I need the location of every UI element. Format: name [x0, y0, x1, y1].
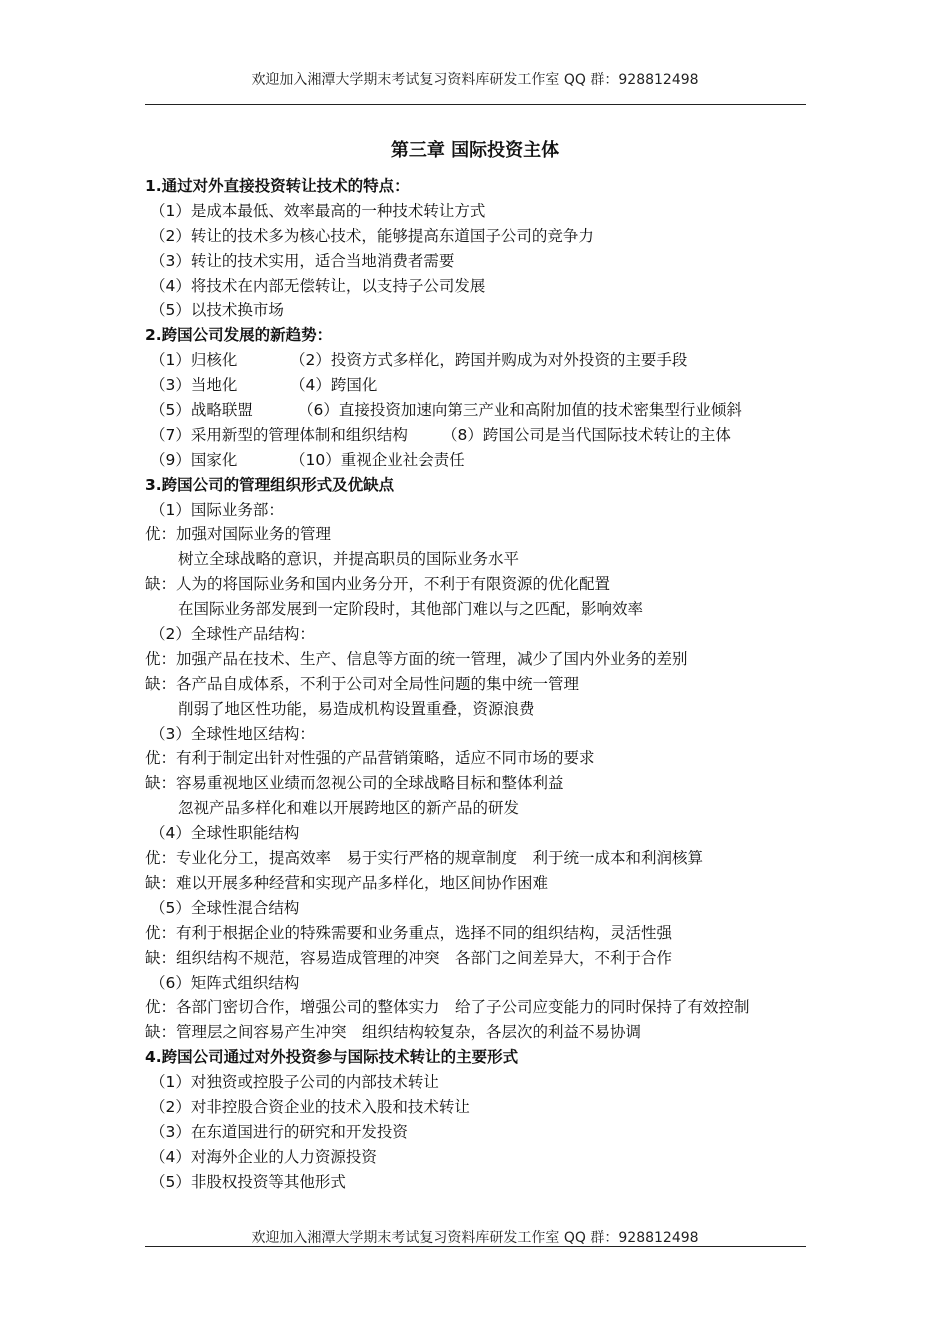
advantage-line: 优：加强对国际业务的管理: [145, 525, 332, 544]
document-body: [145, 174, 815, 1195]
continuation-line: 树立全球战略的意识，并提高职员的国际业务水平: [178, 550, 520, 569]
list-item: （2）对非控股合资企业的技术入股和技术转让: [150, 1097, 470, 1116]
list-row: [145, 448, 815, 473]
list-row: [145, 398, 815, 423]
footer-rule: [145, 1246, 806, 1247]
disadvantage-line: 缺：人为的将国际业务和国内业务分开，不利于有限资源的优化配置: [145, 575, 611, 594]
continuation-line: 忽视产品多样化和难以开展跨地区的新产品的研发: [178, 799, 520, 818]
list-item: （2）投资方式多样化，跨国并购成为对外投资的主要手段: [290, 351, 688, 370]
list-item: （7）采用新型的管理体制和组织结构: [150, 425, 408, 444]
list-item: （1）归核化: [150, 351, 238, 370]
list-item: （4）跨国化: [290, 376, 378, 395]
section-1-heading: 1.通过对外直接投资转让技术的特点：: [145, 177, 410, 195]
section-2-heading: 2.跨国公司发展的新趋势：: [145, 326, 333, 345]
subheading: （3）全球性地区结构：: [150, 724, 315, 743]
disadvantage-line: 缺：难以开展多种经营和实现产品多样化，地区间协作困难: [145, 873, 549, 892]
continuation-line: 在国际业务部发展到一定阶段时，其他部门难以与之匹配，影响效率: [178, 600, 644, 619]
list-item: （9）国家化: [150, 450, 238, 469]
list-item: （5）以技术换市场: [150, 301, 284, 320]
list-item: （1）对独资或控股子公司的内部技术转让: [150, 1073, 439, 1092]
list-item: （3）当地化: [150, 376, 238, 395]
page-header: 欢迎加入湘潭大学期末考试复习资料库研发工作室 QQ 群：928812498: [251, 72, 699, 88]
advantage-line: 优：专业化分工，提高效率 易于实行严格的规章制度 利于统一成本和利润核算: [145, 849, 704, 868]
list-item: （5）非股权投资等其他形式: [150, 1172, 346, 1191]
disadvantage-line: 缺：组织结构不规范，容易造成管理的冲突 各部门之间差异大，不利于合作: [145, 948, 673, 967]
subheading: （4）全球性职能结构: [150, 824, 300, 843]
list-item: （4）将技术在内部无偿转让，以支持子公司发展: [150, 276, 486, 295]
disadvantage-line: 缺：管理层之间容易产生冲突 组织结构较复杂，各层次的利益不易协调: [145, 1023, 642, 1042]
subheading: （6）矩阵式组织结构: [150, 973, 300, 992]
chapter-title: 第三章 国际投资主体: [390, 140, 560, 161]
list-item: （5）战略联盟: [150, 401, 253, 420]
advantage-line: 优：加强产品在技术、生产、信息等方面的统一管理，减少了国内外业务的差别: [145, 649, 688, 668]
list-item: （3）在东道国进行的研究和开发投资: [150, 1122, 408, 1141]
disadvantage-line: 缺：各产品自成体系，不利于公司对全局性问题的集中统一管理: [145, 674, 580, 693]
continuation-line: 削弱了地区性功能，易造成机构设置重叠，资源浪费: [178, 699, 535, 718]
advantage-line: 优：有利于根据企业的特殊需要和业务重点，选择不同的组织结构，灵活性强: [145, 923, 673, 942]
list-item: （3）转让的技术实用，适合当地消费者需要: [150, 251, 455, 270]
list-item: （2）转让的技术多为核心技术，能够提高东道国子公司的竞争力: [150, 226, 594, 245]
list-item: （4）对海外企业的人力资源投资: [150, 1147, 377, 1166]
list-item: （6）直接投资加速向第三产业和高附加值的技术密集型行业倾斜: [298, 401, 742, 420]
subheading: （2）全球性产品结构：: [150, 625, 315, 644]
section-3-heading: 3.跨国公司的管理组织形式及优缺点: [145, 475, 395, 494]
list-item: （8）跨国公司是当代国际技术转让的主体: [442, 425, 731, 444]
advantage-line: 优：有利于制定出针对性强的产品营销策略，适应不同市场的要求: [145, 749, 595, 768]
list-row: [145, 423, 815, 448]
section-4-heading: 4.跨国公司通过对外投资参与国际技术转让的主要形式: [145, 1048, 519, 1067]
list-row: [145, 373, 815, 398]
list-row: [145, 348, 815, 373]
header-rule: [145, 104, 806, 105]
advantage-line: 优：各部门密切合作，增强公司的整体实力 给了子公司应变能力的同时保持了有效控制: [145, 998, 750, 1017]
subheading: （5）全球性混合结构: [150, 898, 300, 917]
page-footer: 欢迎加入湘潭大学期末考试复习资料库研发工作室 QQ 群：928812498: [251, 1230, 699, 1246]
disadvantage-line: 缺：容易重视地区业绩而忽视公司的全球战略目标和整体利益: [145, 774, 564, 793]
list-item: （1）是成本最低、效率最高的一种技术转让方式: [150, 201, 486, 220]
subheading: （1）国际业务部：: [150, 500, 284, 519]
list-item: （10）重视企业社会责任: [290, 450, 465, 469]
